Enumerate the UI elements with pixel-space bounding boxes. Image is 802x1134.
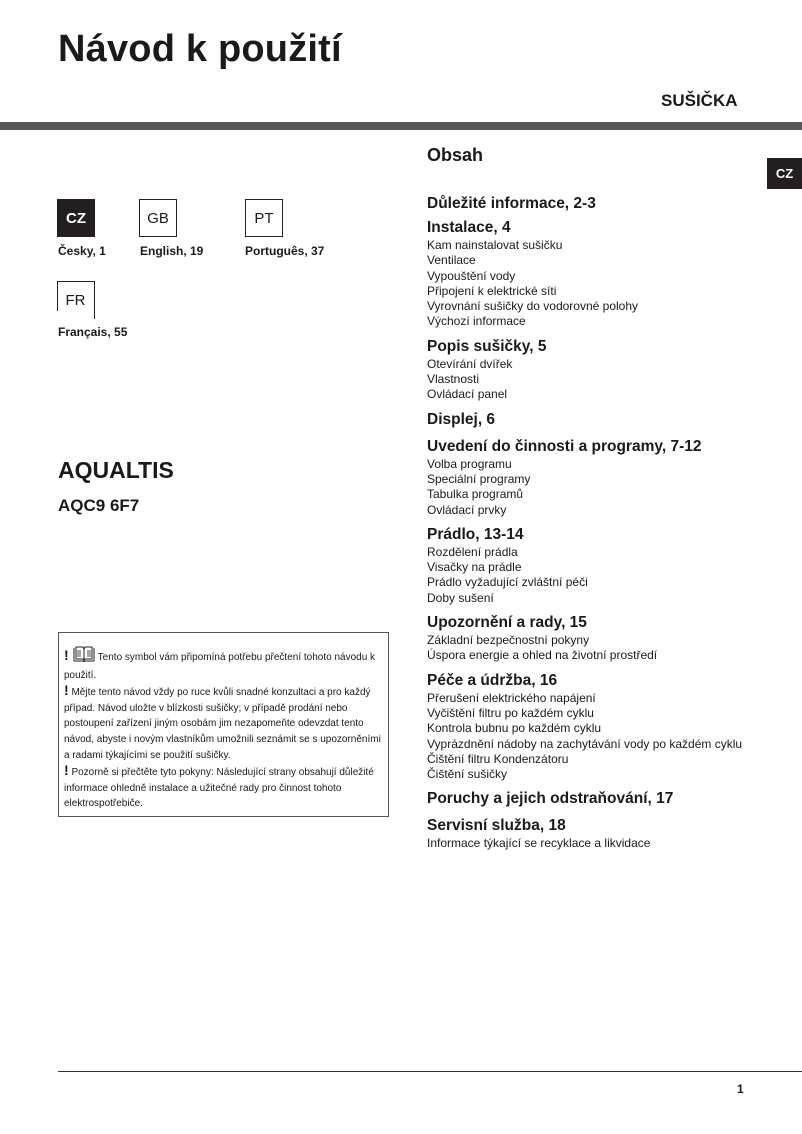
toc-section <box>427 337 767 403</box>
toc-item[interactable]: Základní bezpečnostní pokyny <box>427 633 590 648</box>
notice-text-1: Tento symbol vám připomíná potřebu přečtení tohoto návodu k použití. <box>64 652 376 681</box>
toc-item[interactable]: Visačky na prádle <box>427 560 522 575</box>
toc-item[interactable]: Otevírání dvířek <box>427 356 513 371</box>
toc-item[interactable]: Vlastnosti <box>427 372 480 387</box>
notice-paragraph-3 <box>64 763 382 812</box>
notice-paragraph-2 <box>64 683 382 763</box>
toc-item[interactable]: Kontrola bubnu po každém cyklu <box>427 721 602 736</box>
toc-heading[interactable]: Důležité informace, 2-3 <box>427 195 596 212</box>
notice-text-3: Pozorně si přečtěte tyto pokyny: Následující strany obsahují důležité informace ohledně instalace a užitečné rady pro činnost tohoto elektrospotřebiče. <box>64 767 374 810</box>
toc-item[interactable]: Speciální programy <box>427 471 531 486</box>
toc-section <box>427 437 767 518</box>
product-type-label: SUŠIČKA <box>661 91 738 110</box>
toc-item[interactable]: Vyrovnání sušičky do vodorovné polohy <box>427 299 639 314</box>
toc-item[interactable]: Vypouštění vody <box>427 268 516 283</box>
toc-section <box>427 218 767 330</box>
toc-section <box>427 410 767 430</box>
open-book-icon <box>73 646 95 668</box>
toc-heading[interactable]: Popis sušičky, 5 <box>427 337 547 355</box>
toc-item[interactable]: Vyčištění filtru po každém cyklu <box>427 705 594 720</box>
toc-heading[interactable]: Prádlo, 13-14 <box>427 525 524 543</box>
toc-section <box>427 816 767 851</box>
toc-item[interactable]: Úspora energie a ohled na životní prostředí <box>427 648 658 663</box>
exclamation-mark: ! <box>64 682 69 699</box>
notice-paragraph-1 <box>64 646 382 683</box>
toc-item[interactable]: Přerušení elektrického napájení <box>427 690 596 705</box>
header-divider-bar <box>0 122 802 130</box>
page-title: Návod k použití <box>58 28 342 70</box>
lang-box-pt[interactable]: PT <box>245 199 283 237</box>
exclamation-mark: ! <box>64 762 69 779</box>
brand-name: AQUALTIS <box>58 457 174 483</box>
toc-item[interactable]: Prádlo vyžadující zvláštní péči <box>427 575 588 590</box>
toc-item[interactable]: Vyprázdnění nádoby na zachytávání vody po každém cyklu <box>427 736 743 751</box>
toc-item[interactable]: Kam nainstalovat sušičku <box>427 238 563 252</box>
toc-item[interactable]: Ovládací panel <box>427 387 508 402</box>
toc-section <box>427 194 767 214</box>
toc-heading[interactable]: Displej, 6 <box>427 410 496 428</box>
toc-item[interactable]: Volba programu <box>427 456 512 471</box>
toc-item[interactable]: Tabulka programů <box>427 487 524 502</box>
toc-heading[interactable]: Péče a údržba, 16 <box>427 671 558 689</box>
toc-heading[interactable]: Poruchy a jejich odstraňování, 17 <box>427 790 674 808</box>
toc-section <box>427 525 767 606</box>
language-side-tab: CZ <box>767 158 802 189</box>
lang-label-pt: Português, 37 <box>245 244 325 258</box>
notice-box <box>58 632 389 817</box>
toc-heading[interactable]: Upozornění a rady, 15 <box>427 614 587 632</box>
toc-item[interactable]: Čištění sušičky <box>427 767 508 782</box>
toc-item[interactable]: Čištění filtru Kondenzátoru <box>427 751 569 766</box>
toc-item[interactable]: Výchozí informace <box>427 314 526 329</box>
lang-label-gb: English, 19 <box>140 244 204 258</box>
notice-text-2: Mějte tento návod vždy po ruce kvůli snadné konzultaci a pro každý případ. Návod uložte v blízkosti sušičky; v případě prodání nebo postoupení zařízení jiným osobám jim nezapomeňte odevzdat tento návod, abyste i novým vlastníkům umožnili seznámit se s upozorněními a radami týkajícími se použití sušičky. <box>64 687 381 761</box>
footer-rule <box>58 1071 802 1072</box>
lang-label-cz: Česky, 1 <box>58 244 106 258</box>
exclamation-mark: ! <box>64 647 69 663</box>
toc-heading[interactable]: Servisní služba, 18 <box>427 817 566 835</box>
toc-item[interactable]: Rozdělení prádla <box>427 544 518 559</box>
toc-item[interactable]: Ventilace <box>427 253 476 268</box>
toc-section <box>427 671 767 783</box>
table-of-contents <box>427 194 767 859</box>
lang-box-cz[interactable]: CZ <box>57 199 95 237</box>
toc-item[interactable]: Doby sušení <box>427 590 494 605</box>
lang-label-fr: Français, 55 <box>58 325 128 339</box>
fr-box-edge <box>57 281 58 311</box>
toc-item[interactable]: Připojení k elektrické síti <box>427 283 557 298</box>
toc-heading[interactable]: Uvedení do činnosti a programy, 7-12 <box>427 437 702 455</box>
toc-item[interactable]: Ovládací prvky <box>427 502 507 517</box>
lang-box-gb[interactable]: GB <box>139 199 177 237</box>
toc-section <box>427 789 767 809</box>
model-number: AQC9 6F7 <box>58 496 140 515</box>
toc-item[interactable]: Informace týkající se recyklace a likvidace <box>427 836 651 851</box>
toc-title: Obsah <box>427 145 484 165</box>
toc-heading[interactable]: Instalace, 4 <box>427 219 511 236</box>
toc-section <box>427 613 767 664</box>
lang-box-fr[interactable]: FR <box>57 281 95 319</box>
page-number: 1 <box>737 1082 744 1096</box>
